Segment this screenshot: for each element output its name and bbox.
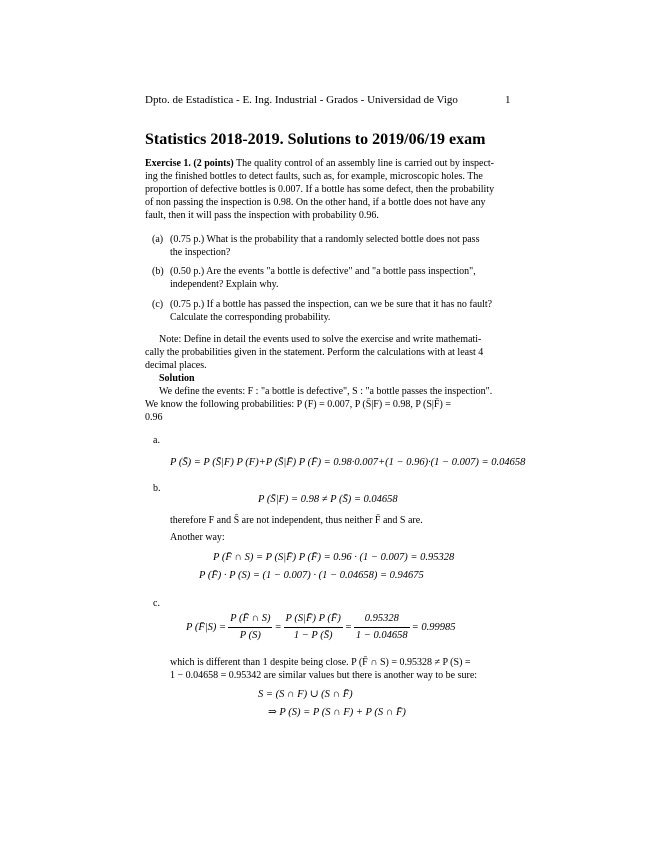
item-label: (c) — [152, 299, 164, 310]
part-b-equation: P (S̄|F) = 0.98 ≠ P (S̄) = 0.04658 — [258, 494, 398, 505]
part-a-equation: P (S̄) = P (S̄|F) P (F)+P (S̄|F̄) P (F̄) = 0.98·0.007+(1 − 0.96)·(1 − 0.007) = 0.04658 — [170, 457, 526, 468]
question-item-a — [152, 233, 163, 246]
question-item-b — [152, 265, 164, 278]
running-header: Dpto. de Estadística - E. Ing. Industrial - Grados - Universidad de Vigo — [145, 94, 458, 106]
statement-line: Exercise 1. (2 points) The quality control of an assembly line is carried out by inspect- — [145, 158, 495, 169]
part-c-equation: P (F̄|S) = $\frac{P (F̄ \cap S)}{P (S)}$ = $\frac{P (S|F̄) P (F̄)}{1 - P (S̄)}$ = $\frac{0.95328}{1 - 0.04658}$ = 0.99985 — [186, 613, 456, 641]
question-item-b-text: (0.50 p.) Are the events "a bottle is defective" and "a bottle pass inspection", independent? Explain why. — [170, 266, 476, 290]
part-b-conclusion: therefore F and S̄ are not independent, thus neither F̄ and S are. — [170, 515, 423, 526]
question-item-a-text: (0.75 p.) What is the probability that a randomly selected bottle does not pass the inspection? — [170, 234, 480, 258]
solution-heading: Solution — [159, 373, 195, 384]
exercise-heading: Exercise 1. (2 points) — [145, 158, 234, 169]
part-c-lhs: P (F̄|S) = — [186, 621, 227, 633]
part-c-equation-2: S = (S ∩ F) ∪ (S ∩ F̄) — [258, 689, 353, 700]
part-c-label: c. — [153, 598, 160, 609]
part-b-label: b. — [153, 483, 161, 494]
part-c-result: = 0.99985 — [411, 621, 456, 633]
exercise-statement — [145, 157, 510, 222]
part-a-label: a. — [153, 435, 160, 446]
statement-line: of non passing the inspection is 0.98. On the other hand, if a bottle does not have any — [145, 197, 486, 208]
item-label: (b) — [152, 266, 164, 277]
part-c-text-2: 1 − 0.04658 = 0.95342 are similar values but there is another way to be sure: — [170, 670, 478, 681]
statement-line: proportion of defective bottles is 0.007. If a bottle has some defect, then the probability — [145, 184, 495, 195]
known-probabilities-cont: 0.96 — [145, 412, 163, 423]
known-probabilities: We know the following probabilities: P (F) = 0.007, P (S̄|F) = 0.98, P (S|F̄) = — [145, 399, 451, 410]
part-b-equation-2: P (F̄ ∩ S) = P (S|F̄) P (F̄) = 0.96 · (1 − 0.007) = 0.95328 — [213, 552, 455, 563]
fraction-2: $\frac{P (S|F̄) P (F̄)}{1 - P (S̄)}$ — [285, 613, 341, 641]
note-paragraph: Note: Define in detail the events used to solve the exercise and write mathemati- cally the probabilities given in the statement. Perform the calculations with at least 4 decimal places. — [145, 334, 484, 371]
page-number: 1 — [505, 94, 511, 106]
item-label: (a) — [152, 234, 164, 245]
part-b-equation-3: P (F̄) · P (S) = (1 − 0.007) · (1 − 0.04658) = 0.94675 — [199, 570, 424, 581]
question-item-c — [152, 298, 163, 311]
question-item-c-text: (0.75 p.) If a bottle has passed the inspection, can we be sure that it has no fault? Calculate the corresponding probability. — [170, 299, 493, 323]
events-definition: We define the events: F : "a bottle is defective", S : "a bottle passes the inspection". — [159, 386, 493, 397]
part-b-another-way: Another way: — [170, 532, 225, 543]
fraction-3: $\frac{0.95328}{1 - 0.04658}$ — [355, 613, 408, 641]
statement-line: ing the finished bottles to detect faults, such as, for example, microscopic holes. The — [145, 171, 483, 182]
page-title: Statistics 2018-2019. Solutions to 2019/06/19 exam — [145, 131, 486, 148]
part-c-equation-3: ⇒ P (S) = P (S ∩ F) + P (S ∩ F̄) — [268, 707, 406, 718]
statement-line: fault, then it will pass the inspection with probability 0.96. — [145, 210, 379, 221]
part-c-text-1: which is different than 1 despite being close. P (F̄ ∩ S) = 0.95328 ≠ P (S) = — [170, 657, 471, 668]
fraction-1: $\frac{P (F̄ \cap S)}{P (S)}$ — [230, 613, 271, 641]
